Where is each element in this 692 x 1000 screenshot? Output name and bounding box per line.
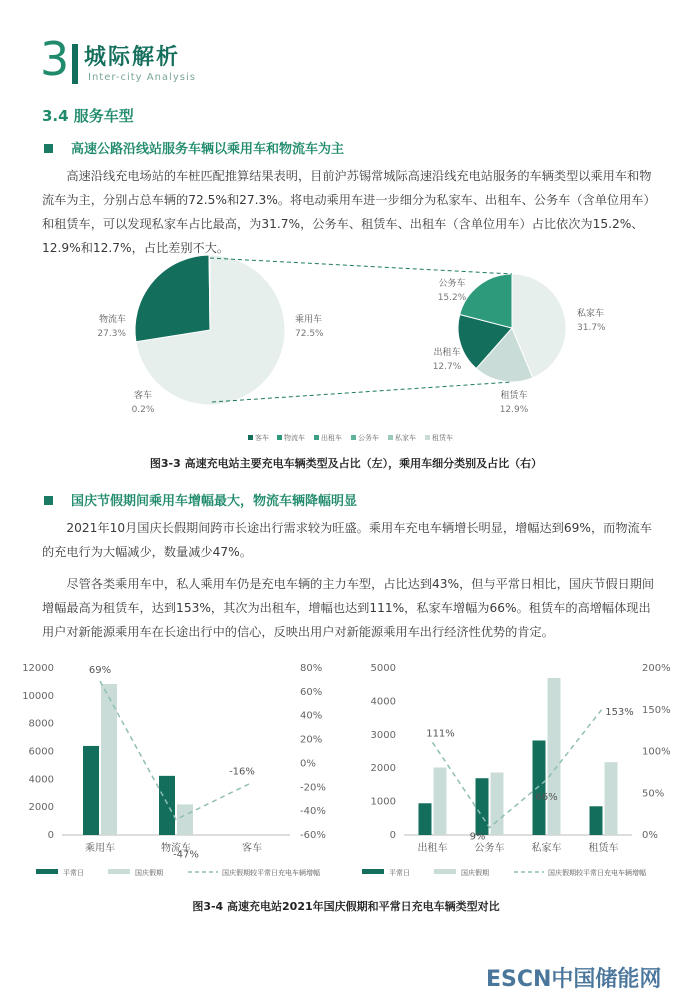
pie-value: 12.9% [499,405,529,415]
x-tick-label: 乘用车 [85,843,115,854]
bullet-square [44,496,53,505]
growth-label: 9% [469,831,486,843]
growth-label: 66% [535,791,558,803]
y2-tick-label: 0% [642,830,658,841]
figure-3-4-caption: 图3-4 高速充电站2021年国庆假期和平常日充电车辆类型对比 [192,900,500,913]
y2-tick-label: 80% [300,663,323,674]
chapter-subtitle: Inter-city Analysis [88,72,196,83]
pie-figure [0,250,692,450]
x-tick-label: 出租车 [417,843,448,854]
y-tick-label: 3000 [370,729,396,741]
chapter-number: 3 [40,32,70,86]
growth-line [100,681,252,819]
chapter-title: 城际解析 [84,45,181,70]
bar-figure-left [0,650,346,890]
legend-swatch [108,869,130,874]
y-tick-label: 4000 [370,696,396,708]
y-tick-label: 1000 [370,796,396,808]
y2-tick-label: -40% [300,806,326,818]
y-tick-label: 0 [47,830,54,841]
bar-weekday [159,776,175,835]
bullet-square [44,144,53,153]
y2-tick-label: 150% [642,704,671,716]
y-tick-label: 5000 [370,663,396,674]
y2-tick-label: 200% [642,663,671,674]
y-tick-label: 2000 [28,802,54,814]
bar-figure-right [346,650,692,890]
pie-value: 31.7% [577,323,606,333]
legend-swatch [425,435,430,440]
x-tick-label: 租赁车 [588,843,619,854]
y-tick-label: 10000 [22,690,54,702]
pie-label: 物流车 [98,315,126,325]
pie-label: 乘用车 [295,315,323,325]
y2-tick-label: -60% [300,830,326,841]
pie-label: 私家车 [577,309,605,319]
figure-3-3-caption: 图3-3 高速充电站主要充电车辆类型及占比（左），乘用车细分类别及占比（右） [149,457,543,470]
pie-chart-left [97,255,324,415]
legend-label: 国庆假期较平常日充电车辆增幅 [548,869,646,877]
y2-tick-label: 0% [300,758,316,770]
legend-label: 国庆假期较平常日充电车辆增幅 [222,869,320,877]
legend-swatch [351,435,356,440]
pie-value: 15.2% [437,293,467,303]
legend-swatch [314,435,319,440]
sub-heading-1 [44,138,344,157]
pie-value: 12.7% [432,362,462,372]
pie-value: 27.3% [97,329,126,339]
bar-holiday [177,804,193,835]
pie-label: 出租车 [433,348,461,358]
legend-label: 租赁车 [432,434,453,442]
legend-swatch [277,435,282,440]
y-tick-label: 2000 [370,763,396,775]
x-tick-label: 公务车 [474,843,505,854]
bar-holiday [434,768,447,835]
x-tick-label: 私家车 [531,843,562,854]
legend-label: 平常日 [389,869,410,877]
paragraph-1: 高速沿线充电场站的车桩匹配推算结果表明，目前沪苏锡常城际高速沿线充电站服务的车辆类型以乘用车和物流车为主，分别占总车辆的72.5%和27.3%。将电动乘用车进一步细分为私家车、出租车、公务车（含单位用车）和租赁车，可以发现私家车占比最高，为31.7%，公务车、租赁车、出租车（含单位用车）占比依次为15.2%、12.9%和12.7%，占比差别不大。 [42,169,656,255]
y2-tick-label: 50% [642,788,665,800]
pie-label: 租赁车 [500,391,528,401]
legend-swatch [362,869,384,874]
legend-swatch [36,869,58,874]
legend-label: 私家车 [395,434,416,442]
y2-tick-label: 100% [642,746,671,758]
section-title: 3.4 服务车型 [42,107,134,125]
pie-value: 72.5% [295,329,324,339]
bar-holiday [605,762,618,835]
growth-label: -47% [173,849,199,861]
sub-heading-2-text: 国庆节假期间乘用车增幅最大，物流车辆降幅明显 [71,494,358,509]
growth-line [433,707,604,827]
legend-label: 客车 [255,434,269,442]
sub-heading-1-text: 高速公路沿线站服务车辆以乘用车和物流车为主 [71,142,345,157]
growth-label: -16% [229,766,255,778]
legend-swatch [434,869,456,874]
bar-weekday [83,746,99,835]
pie-chart-right [433,274,606,415]
growth-label: 111% [426,728,455,740]
y-tick-label: 6000 [28,746,54,758]
legend-label: 物流车 [284,434,305,442]
bar-weekday [533,740,546,835]
legend-label: 国庆假期 [461,869,489,877]
pie-legend [248,433,453,442]
legend-swatch [388,435,393,440]
y-tick-label: 8000 [28,718,54,730]
x-tick-label: 客车 [242,843,262,854]
bar-weekday [590,806,603,835]
y2-tick-label: 60% [300,686,323,698]
bar-weekday [476,778,489,835]
legend-label: 平常日 [63,869,84,877]
pie-slice [135,255,210,342]
legend-label: 国庆假期 [135,869,163,877]
y-tick-label: 12000 [22,663,54,674]
pie-label: 客车 [133,391,153,401]
growth-label: 153% [605,707,634,719]
x-tick-label: 物流车 [161,843,191,854]
y-tick-label: 0 [389,830,396,841]
legend-label: 公务车 [358,434,379,442]
paragraph-3: 尽管各类乘用车中，私人乘用车仍是充电车辆的主力车型，占比达到43%，但与平常日相比，国庆节假日期间增幅最高为租赁车，达到153%，其次为出租车，增幅也达到111%，私家车增幅为66%。租赁车的高增幅体现出用户对新能源乘用车在长途出行中的信心，反映出用户对新能源乘用车出行经济性优势的肯定。 [42,577,655,639]
pie-label: 公务车 [438,279,466,289]
bar-weekday [419,803,432,835]
bar-holiday [491,773,504,835]
legend-label: 出租车 [321,434,342,442]
y2-tick-label: -20% [300,782,326,794]
paragraph-2: 2021年10月国庆长假期间跨市长途出行需求较为旺盛。乘用车充电车辆增长明显，增幅达到69%，而物流车的充电行为大幅减少，数量减少47%。 [42,521,652,559]
y-tick-label: 4000 [28,774,54,786]
legend-swatch [248,435,253,440]
bar-holiday [548,678,561,835]
chapter-bar [72,44,78,84]
watermark-logo: ESCN中国储能网 [486,967,662,992]
pie-value: 0.2% [131,405,155,415]
sub-heading-2 [44,490,357,509]
growth-label: 69% [88,665,112,677]
y2-tick-label: 20% [300,734,323,746]
y2-tick-label: 40% [300,710,323,722]
